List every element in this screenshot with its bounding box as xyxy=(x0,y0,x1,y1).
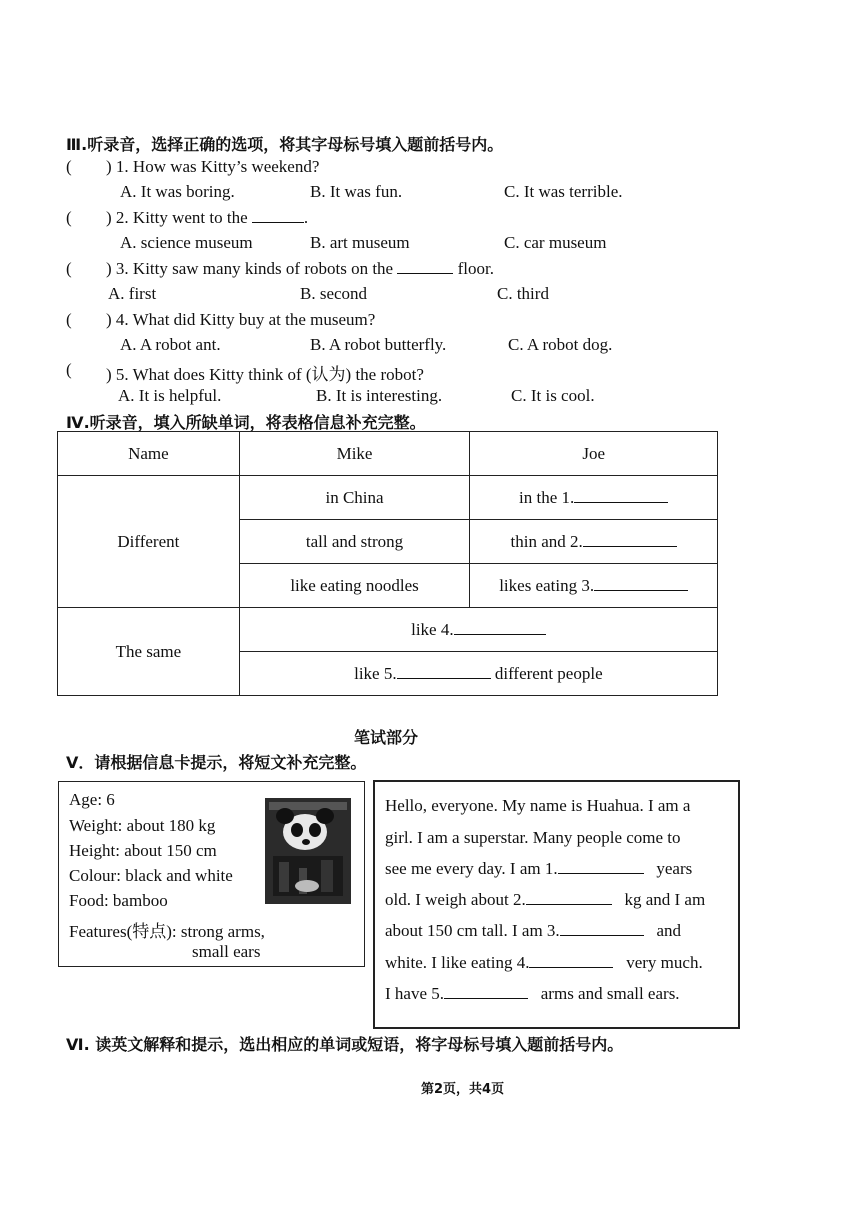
written-part-title: 笔试部分 xyxy=(354,728,419,747)
q1-option-b: B. It was fun. xyxy=(310,182,403,201)
q5-text: ) 5. What does Kitty think of (认为) the robot? xyxy=(106,365,424,384)
passage-l4-pre: old. I weigh about 2. xyxy=(385,890,526,909)
q2-option-a: A. science museum xyxy=(120,233,253,252)
q2-option-b: B. art museum xyxy=(310,233,410,252)
card-weight: Weight: about 180 kg xyxy=(69,816,216,835)
passage-l6-post: very much. xyxy=(626,953,703,972)
passage-line-5 xyxy=(385,921,681,941)
passage-line-7 xyxy=(385,984,680,1004)
passage-blank-3 xyxy=(560,921,644,936)
q3-text-start: ) 3. Kitty saw many kinds of robots on the xyxy=(106,259,394,278)
table-mike-1: in China xyxy=(239,476,470,520)
table-mike-3: like eating noodles xyxy=(239,564,470,608)
table-joe-2 xyxy=(470,520,718,564)
q1-paren: ( xyxy=(66,157,72,176)
same-2-post: different people xyxy=(494,663,603,683)
joe-3-text: likes eating 3. xyxy=(499,575,595,595)
q3-text-end: floor. xyxy=(457,259,494,278)
info-card xyxy=(58,781,365,967)
passage-l3-post: years xyxy=(656,859,693,878)
passage-line-2: girl. I am a superstar. Many people come to xyxy=(385,828,681,847)
q2-paren: ( xyxy=(66,208,72,227)
panda-photo xyxy=(265,798,351,904)
joe-2-blank xyxy=(583,532,677,547)
table-joe-3 xyxy=(470,564,718,608)
passage-l5-pre: about 150 cm tall. I am 3. xyxy=(385,921,560,940)
q3-option-c: C. third xyxy=(497,284,549,303)
table-header-mike: Mike xyxy=(239,432,470,476)
q2-text-end: . xyxy=(303,208,309,227)
same-1-blank xyxy=(454,620,546,635)
q5-option-b: B. It is interesting. xyxy=(316,386,443,405)
q1-option-c: C. It was terrible. xyxy=(504,182,623,201)
q5-paren: ( xyxy=(66,360,72,379)
q4-option-c: C. A robot dog. xyxy=(508,335,613,354)
q2-text-start: ) 2. Kitty went to the xyxy=(106,208,248,227)
passage-blank-5 xyxy=(444,984,528,999)
passage-l6-pre: white. I like eating 4. xyxy=(385,953,530,972)
card-features: Features(特点): strong arms, xyxy=(69,922,265,941)
section6-heading: Ⅵ. 读英文解释和提示，选出相应的单词或短语，将字母标号填入题前括号内。 xyxy=(66,1035,624,1054)
listening-table xyxy=(57,431,718,696)
table-same-2 xyxy=(239,652,717,696)
q4-text: ) 4. What did Kitty buy at the museum? xyxy=(106,310,376,329)
q3-blank xyxy=(397,259,453,274)
table-mike-2: tall and strong xyxy=(239,520,470,564)
passage-line-1: Hello, everyone. My name is Huahua. I am a xyxy=(385,796,691,815)
q3-text xyxy=(106,259,494,279)
passage-blank-2 xyxy=(526,890,612,905)
q3-option-a: A. first xyxy=(108,284,157,303)
passage-line-6 xyxy=(385,953,703,973)
table-joe-1 xyxy=(470,476,718,520)
card-colour: Colour: black and white xyxy=(69,866,233,885)
passage-blank-1 xyxy=(558,859,644,874)
passage-line-3 xyxy=(385,859,692,879)
table-same-1 xyxy=(239,608,717,652)
q4-option-a: A. A robot ant. xyxy=(120,335,221,354)
q2-text xyxy=(106,208,308,228)
section5-heading: Ⅴ．请根据信息卡提示，将短文补充完整。 xyxy=(66,753,367,772)
table-header-name: Name xyxy=(58,432,240,476)
passage-line-4 xyxy=(385,890,705,910)
card-food: Food: bamboo xyxy=(69,891,168,910)
passage-l5-post: and xyxy=(656,921,681,940)
same-2-blank xyxy=(397,664,491,679)
passage-l7-pre: I have 5. xyxy=(385,984,445,1003)
q5-option-c: C. It is cool. xyxy=(511,386,595,405)
q5-option-a: A. It is helpful. xyxy=(118,386,222,405)
card-features-cont: small ears xyxy=(192,942,261,961)
q2-option-c: C. car museum xyxy=(504,233,607,252)
q4-option-b: B. A robot butterfly. xyxy=(310,335,447,354)
passage-l3-pre: see me every day. I am 1. xyxy=(385,859,558,878)
page-footer: 第2页，共4页 xyxy=(421,1082,505,1097)
joe-3-blank xyxy=(594,576,688,591)
card-height: Height: about 150 cm xyxy=(69,841,217,860)
q3-paren: ( xyxy=(66,259,72,278)
q1-option-a: A. It was boring. xyxy=(120,182,235,201)
passage-box xyxy=(373,780,740,1029)
q2-blank xyxy=(252,208,304,223)
passage-blank-4 xyxy=(529,953,613,968)
joe-1-text: in the 1. xyxy=(519,487,575,507)
joe-1-blank xyxy=(574,488,668,503)
same-1-text: like 4. xyxy=(411,619,454,639)
table-label-same: The same xyxy=(58,608,240,696)
passage-l7-post: arms and small ears. xyxy=(540,984,680,1003)
section4-heading: Ⅳ.听录音，填入所缺单词，将表格信息补充完整。 xyxy=(66,413,426,432)
joe-2-text: thin and 2. xyxy=(510,531,583,551)
table-header-joe: Joe xyxy=(470,432,718,476)
q4-paren: ( xyxy=(66,310,72,329)
same-2-pre: like 5. xyxy=(354,663,397,683)
q1-text: ) 1. How was Kitty’s weekend? xyxy=(106,157,320,176)
q3-option-b: B. second xyxy=(300,284,368,303)
table-label-different: Different xyxy=(58,476,240,608)
section3-heading: Ⅲ.听录音，选择正确的选项，将其字母标号填入题前括号内。 xyxy=(66,135,504,154)
card-age: Age: 6 xyxy=(69,790,115,809)
passage-l4-post: kg and I am xyxy=(624,890,706,909)
